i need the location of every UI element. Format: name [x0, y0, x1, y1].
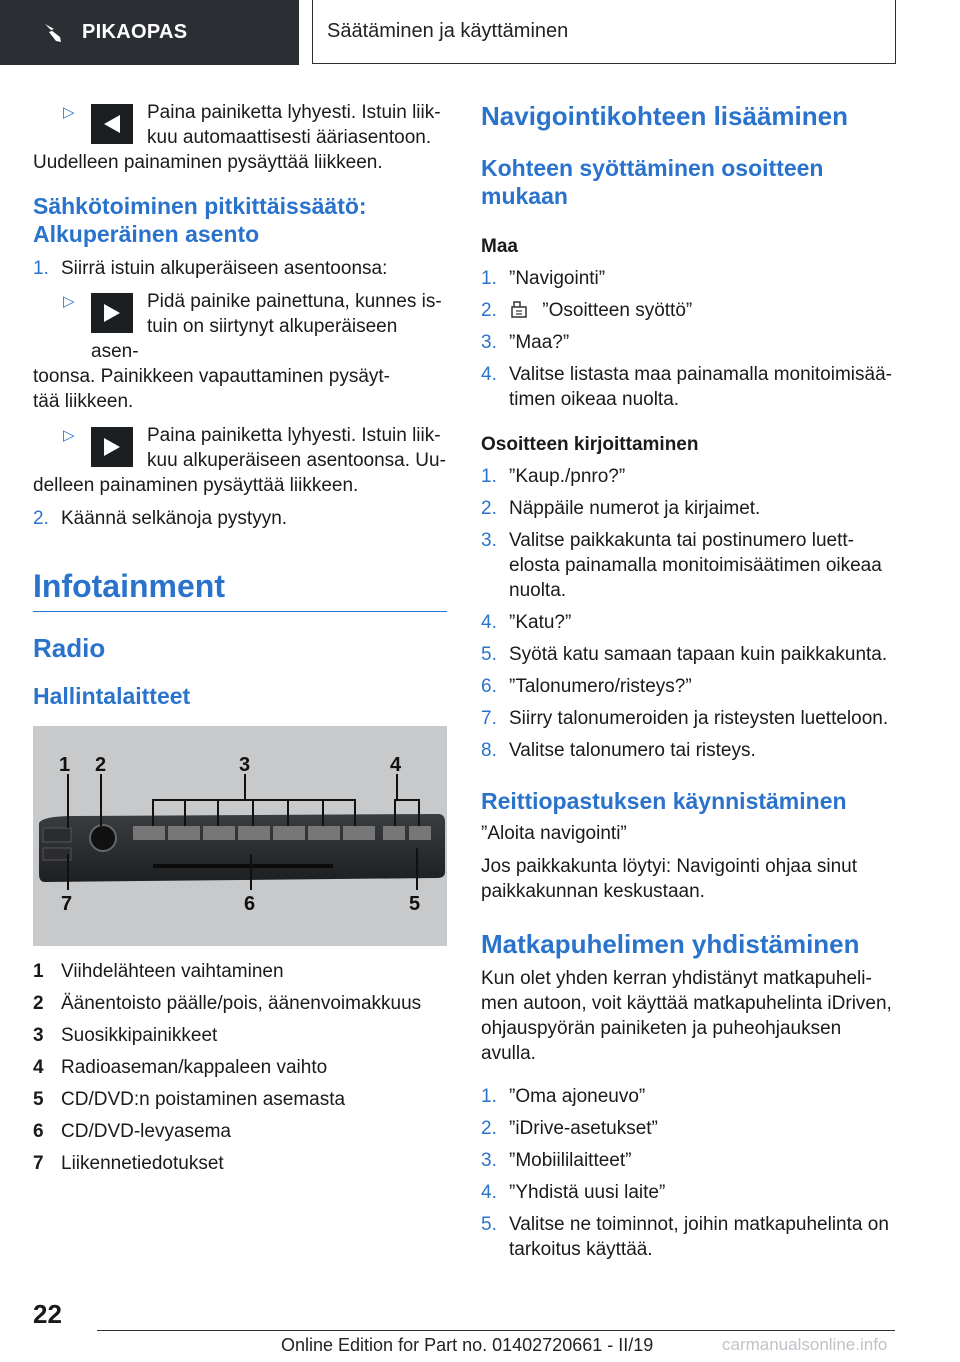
paragraph: ”Aloita navigointi” [481, 823, 627, 844]
numbered-list [481, 464, 901, 763]
list-item: 1. ”Navigointi” [481, 268, 606, 289]
paragraph: Kun olet yhden kerran yhdistänyt matkapuheli- men autoon, voit käyttää matkapuhelinta iDriven, ohjauspyörän painiketen ja puheohjauksen avulla. [481, 968, 892, 1064]
list-item: 2. ”iDrive-asetukset” [481, 1118, 658, 1139]
list-item: 1. Siirrä istuin alkuperäiseen asentoonsa: [33, 258, 388, 279]
triangle-bullet-icon: ▷ [63, 427, 75, 444]
page-number: 22 [33, 1299, 62, 1329]
right-column [481, 100, 901, 1262]
heading-divider [33, 611, 447, 612]
list-item: 8. Valitse talonumero tai risteys. [481, 740, 756, 761]
watermark: carmanualsonline.info [722, 1335, 888, 1354]
subsection-heading: Reittiopastuksen käynnistäminen [481, 788, 847, 814]
numbered-list [481, 266, 901, 412]
list-item: 4. Valitse listasta maa painamalla monitoimisää- timen oikeaa nuolta. [481, 364, 892, 410]
quick-guide-icon [42, 22, 64, 44]
callout-7: 7 [61, 893, 73, 915]
paragraph-heading: Maa [481, 236, 518, 257]
list-item: 1. ”Kaup./pnro?” [481, 466, 626, 487]
list-item: 5 CD/DVD:n poistaminen asemasta [33, 1089, 346, 1110]
seat-backward-button-icon [91, 104, 133, 144]
list-item: 4 Radioaseman/kappaleen vaihto [33, 1057, 328, 1078]
list-item: 1. ”Oma ajoneuvo” [481, 1086, 646, 1107]
list-item: 4. ”Yhdistä uusi laite” [481, 1182, 666, 1203]
list-item: 3. ”Maa?” [481, 332, 570, 353]
paragraph-heading: Osoitteen kirjoittaminen [481, 434, 699, 455]
list-item: 2 Äänentoisto päälle/pois, äänenvoimakkuus [33, 993, 422, 1014]
triangle-bullet-icon: ▷ [63, 104, 75, 121]
section-heading: Matkapuhelimen yhdistäminen [481, 929, 860, 959]
section-heading: Navigointikohteen lisääminen [481, 101, 848, 131]
legend-list [33, 956, 447, 1180]
list-item: 3. ”Mobiililaitteet” [481, 1150, 632, 1171]
list-item: 5. Syötä katu samaan tapaan kuin paikkakunta. [481, 644, 888, 665]
radio-controls-illustration [33, 726, 447, 946]
chapter-title: Säätäminen ja käyttäminen [327, 20, 569, 42]
list-item: 7 Liikennetiedotukset [33, 1153, 224, 1174]
list-item: 5. Valitse ne toiminnot, joihin matkapuhelinta on tarkoitus käyttää. [481, 1214, 889, 1260]
list-item: ▷ Paina painiketta lyhyesti. Istuin liik- kuu alkuperäiseen asentoonsa. Uu- delleen painaminen pysäyttää liikkeen. [33, 425, 446, 496]
list-item: ▷ Pidä painike painettuna, kunnes is- tuin on siirtynyt alkuperäiseen asen- toonsa. Painikkeen vapauttaminen pysäyt- tää liikkeen. [33, 291, 442, 412]
callout-5: 5 [409, 893, 421, 915]
list-item: 3 Suosikkipainikkeet [33, 1025, 218, 1046]
triangle-bullet-icon: ▷ [63, 293, 75, 310]
list-item: 6 CD/DVD-levyasema [33, 1121, 231, 1142]
section-heading: Sähkötoiminen pitkittäissäätö: Alkuperäinen asento [33, 193, 367, 247]
seat-forward-button-icon [91, 293, 133, 333]
list-item: 1 Viihdelähteen vaihtaminen [33, 961, 284, 982]
callout-2: 2 [95, 754, 107, 776]
list-item: ▷ Paina painiketta lyhyesti. Istuin liik- kuu automaattisesti ääriasentoon. Uudelleen painaminen pysäyttää liikkeen. [33, 102, 441, 173]
callout-1: 1 [59, 754, 71, 776]
section-heading: Radio [33, 633, 106, 663]
list-item: 7. Siirry talonumeroiden ja risteysten luetteloon. [481, 708, 889, 729]
numbered-list [481, 1084, 901, 1262]
list-item: 4. ”Katu?” [481, 612, 572, 633]
callout-6: 6 [244, 893, 256, 915]
list-item: 2. Käännä selkänoja pystyyn. [33, 508, 288, 529]
seat-forward-button-icon [91, 427, 133, 467]
chapter-heading: Infotainment [33, 568, 225, 604]
section-tab-label: PIKAOPAS [82, 21, 188, 43]
callout-3: 3 [239, 754, 251, 776]
section-tab-quick-guide [0, 0, 299, 65]
edition-text: Online Edition for Part no. 01402720661 - II/19 [281, 1335, 654, 1355]
address-input-icon [509, 299, 529, 319]
left-column [33, 100, 447, 1180]
list-item: 2. ”Osoitteen syöttö” [481, 300, 693, 321]
footer-divider [97, 1330, 895, 1331]
list-item: 2. Näppäile numerot ja kirjaimet. [481, 498, 761, 519]
subsection-heading: Hallintalaitteet [33, 683, 191, 709]
chapter-header [312, 0, 896, 64]
list-item: 6. ”Talonumero/risteys?” [481, 676, 692, 697]
list-item: 3. Valitse paikkakunta tai postinumero luett- elosta painamalla monitoimisäätimen oikeaa nuolta. [481, 530, 882, 601]
paragraph: Jos paikkakunta löytyi: Navigointi ohjaa sinut paikkakunnan keskustaan. [481, 856, 857, 902]
subsection-heading: Kohteen syöttäminen osoitteen mukaan [481, 155, 824, 209]
callout-4: 4 [390, 754, 402, 776]
